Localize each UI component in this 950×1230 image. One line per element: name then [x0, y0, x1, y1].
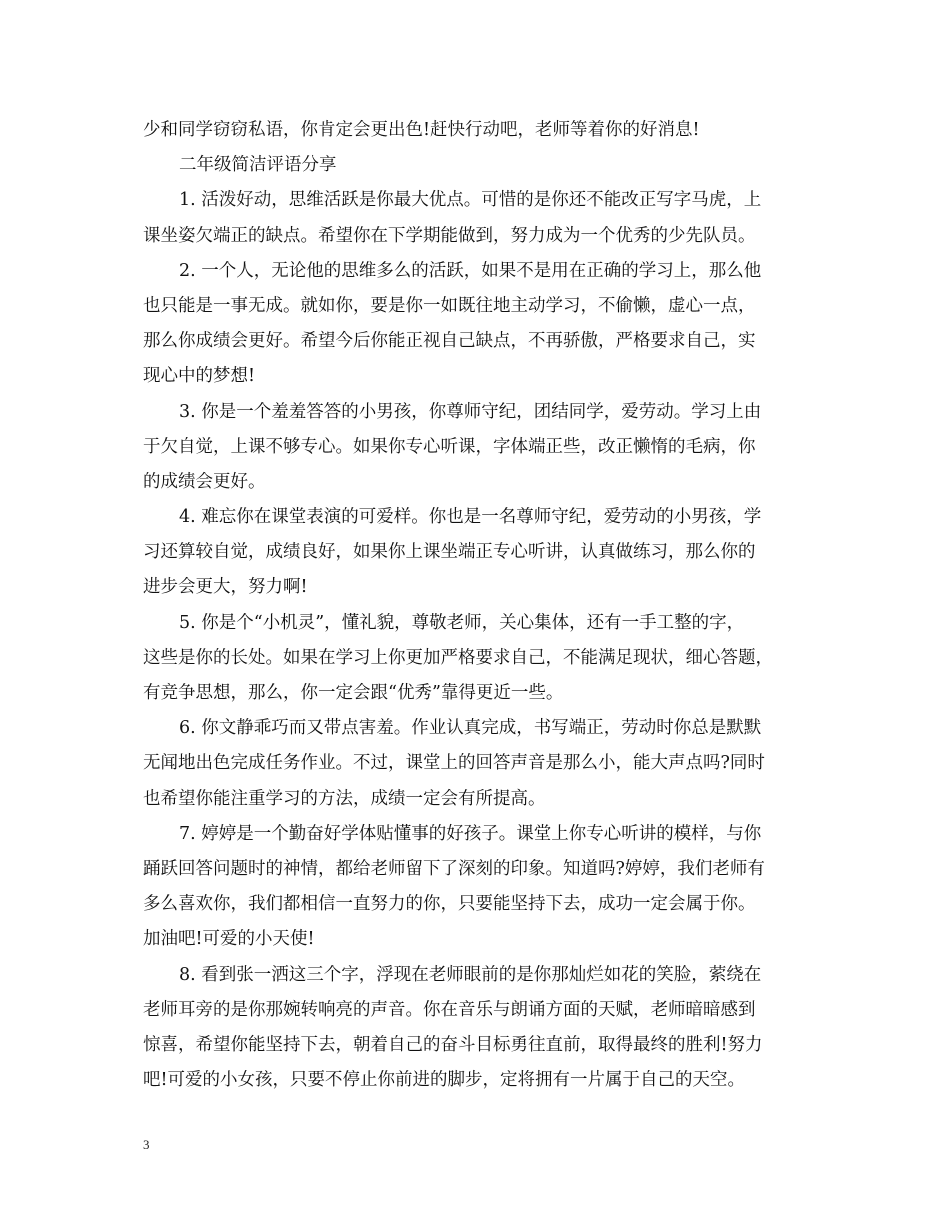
text-line: 课坐姿欠端正的缺点。希望你在下学期能做到，努力成为一个优秀的少先队员。 — [143, 225, 756, 246]
text-line: 多么喜欢你，我们都相信一直努力的你，只要能坚持下去，成功一定会属于你。 — [143, 894, 756, 915]
text-line: 无闻地出色完成任务作业。不过，课堂上的回答声音是那么小，能大声点吗?同时 — [143, 753, 765, 774]
text-line: 加油吧!可爱的小天使! — [143, 929, 315, 950]
text-line: 3. 你是一个羞羞答答的小男孩，你尊师守纪，团结同学，爱劳动。学习上由 — [179, 401, 762, 422]
text-line: 4. 难忘你在课堂表演的可爱样。你也是一名尊师守纪，爱劳动的小男孩，学 — [179, 507, 762, 528]
document-body — [143, 113, 811, 1098]
page-number: 3 — [143, 1137, 150, 1152]
text-line: 进步会更大，努力啊! — [143, 577, 308, 598]
text-line: 现心中的梦想! — [143, 366, 256, 387]
text-line: 惊喜，希望你能坚持下去，朝着自己的奋斗目标勇往直前，取得最终的胜利!努力 — [143, 1034, 763, 1055]
text-line: 吧!可爱的小女孩，只要不停止你前进的脚步，定将拥有一片属于自己的天空。 — [143, 1070, 746, 1091]
text-line: 1. 活泼好动，思维活跃是你最大优点。可惜的是你还不能改正写字马虎，上 — [179, 190, 762, 211]
text-line: 的成绩会更好。 — [143, 471, 266, 492]
text-line: 于欠自觉，上课不够专心。如果你专心听课，字体端正些，改正懒惰的毛病，你 — [143, 436, 756, 457]
text-line: 那么你成绩会更好。希望今后你能正视自己缺点，不再骄傲，严格要求自己，实 — [143, 331, 756, 352]
text-line: 习还算较自觉，成绩良好，如果你上课坐端正专心听讲，认真做练习，那么你的 — [143, 542, 756, 563]
text-line: 老师耳旁的是你那婉转响亮的声音。你在音乐与朗诵方面的天赋，老师暗暗感到 — [143, 999, 756, 1020]
text-line: 踊跃回答问题时的神情，都给老师留下了深刻的印象。知道吗?婷婷，我们老师有 — [143, 858, 765, 879]
text-line: 这些是你的长处。如果在学习上你更加严格要求自己，不能满足现状，细心答题， — [143, 647, 773, 668]
section-heading: 二年级简洁评语分享 — [179, 155, 337, 176]
text-line: 也只能是一事无成。就如你，要是你一如既往地主动学习，不偷懒，虚心一点， — [143, 295, 756, 316]
text-line: 也希望你能注重学习的方法，成绩一定会有所提高。 — [143, 788, 546, 809]
text-line: 少和同学窃窃私语，你肯定会更出色!赶快行动吧，老师等着你的好消息! — [143, 120, 700, 140]
text-line: 5. 你是个“小机灵”，懂礼貌，尊敬老师，关心集体，还有一手工整的字， — [179, 612, 745, 633]
text-line: 8. 看到张一洒这三个字，浮现在老师眼前的是你那灿烂如花的笑脸，萦绕在 — [179, 964, 762, 985]
text-line: 有竞争思想，那么，你一定会跟“优秀”靠得更近一些。 — [143, 683, 564, 703]
text-line: 6. 你文静乖巧而又带点害羞。作业认真完成，书写端正，劳动时你总是默默 — [179, 718, 762, 739]
text-line: 7. 婷婷是一个勤奋好学体贴懂事的好孩子。课堂上你专心听讲的模样，与你 — [179, 823, 762, 844]
text-line: 2. 一个人，无论他的思维多么的活跃，如果不是用在正确的学习上，那么他 — [179, 260, 762, 281]
